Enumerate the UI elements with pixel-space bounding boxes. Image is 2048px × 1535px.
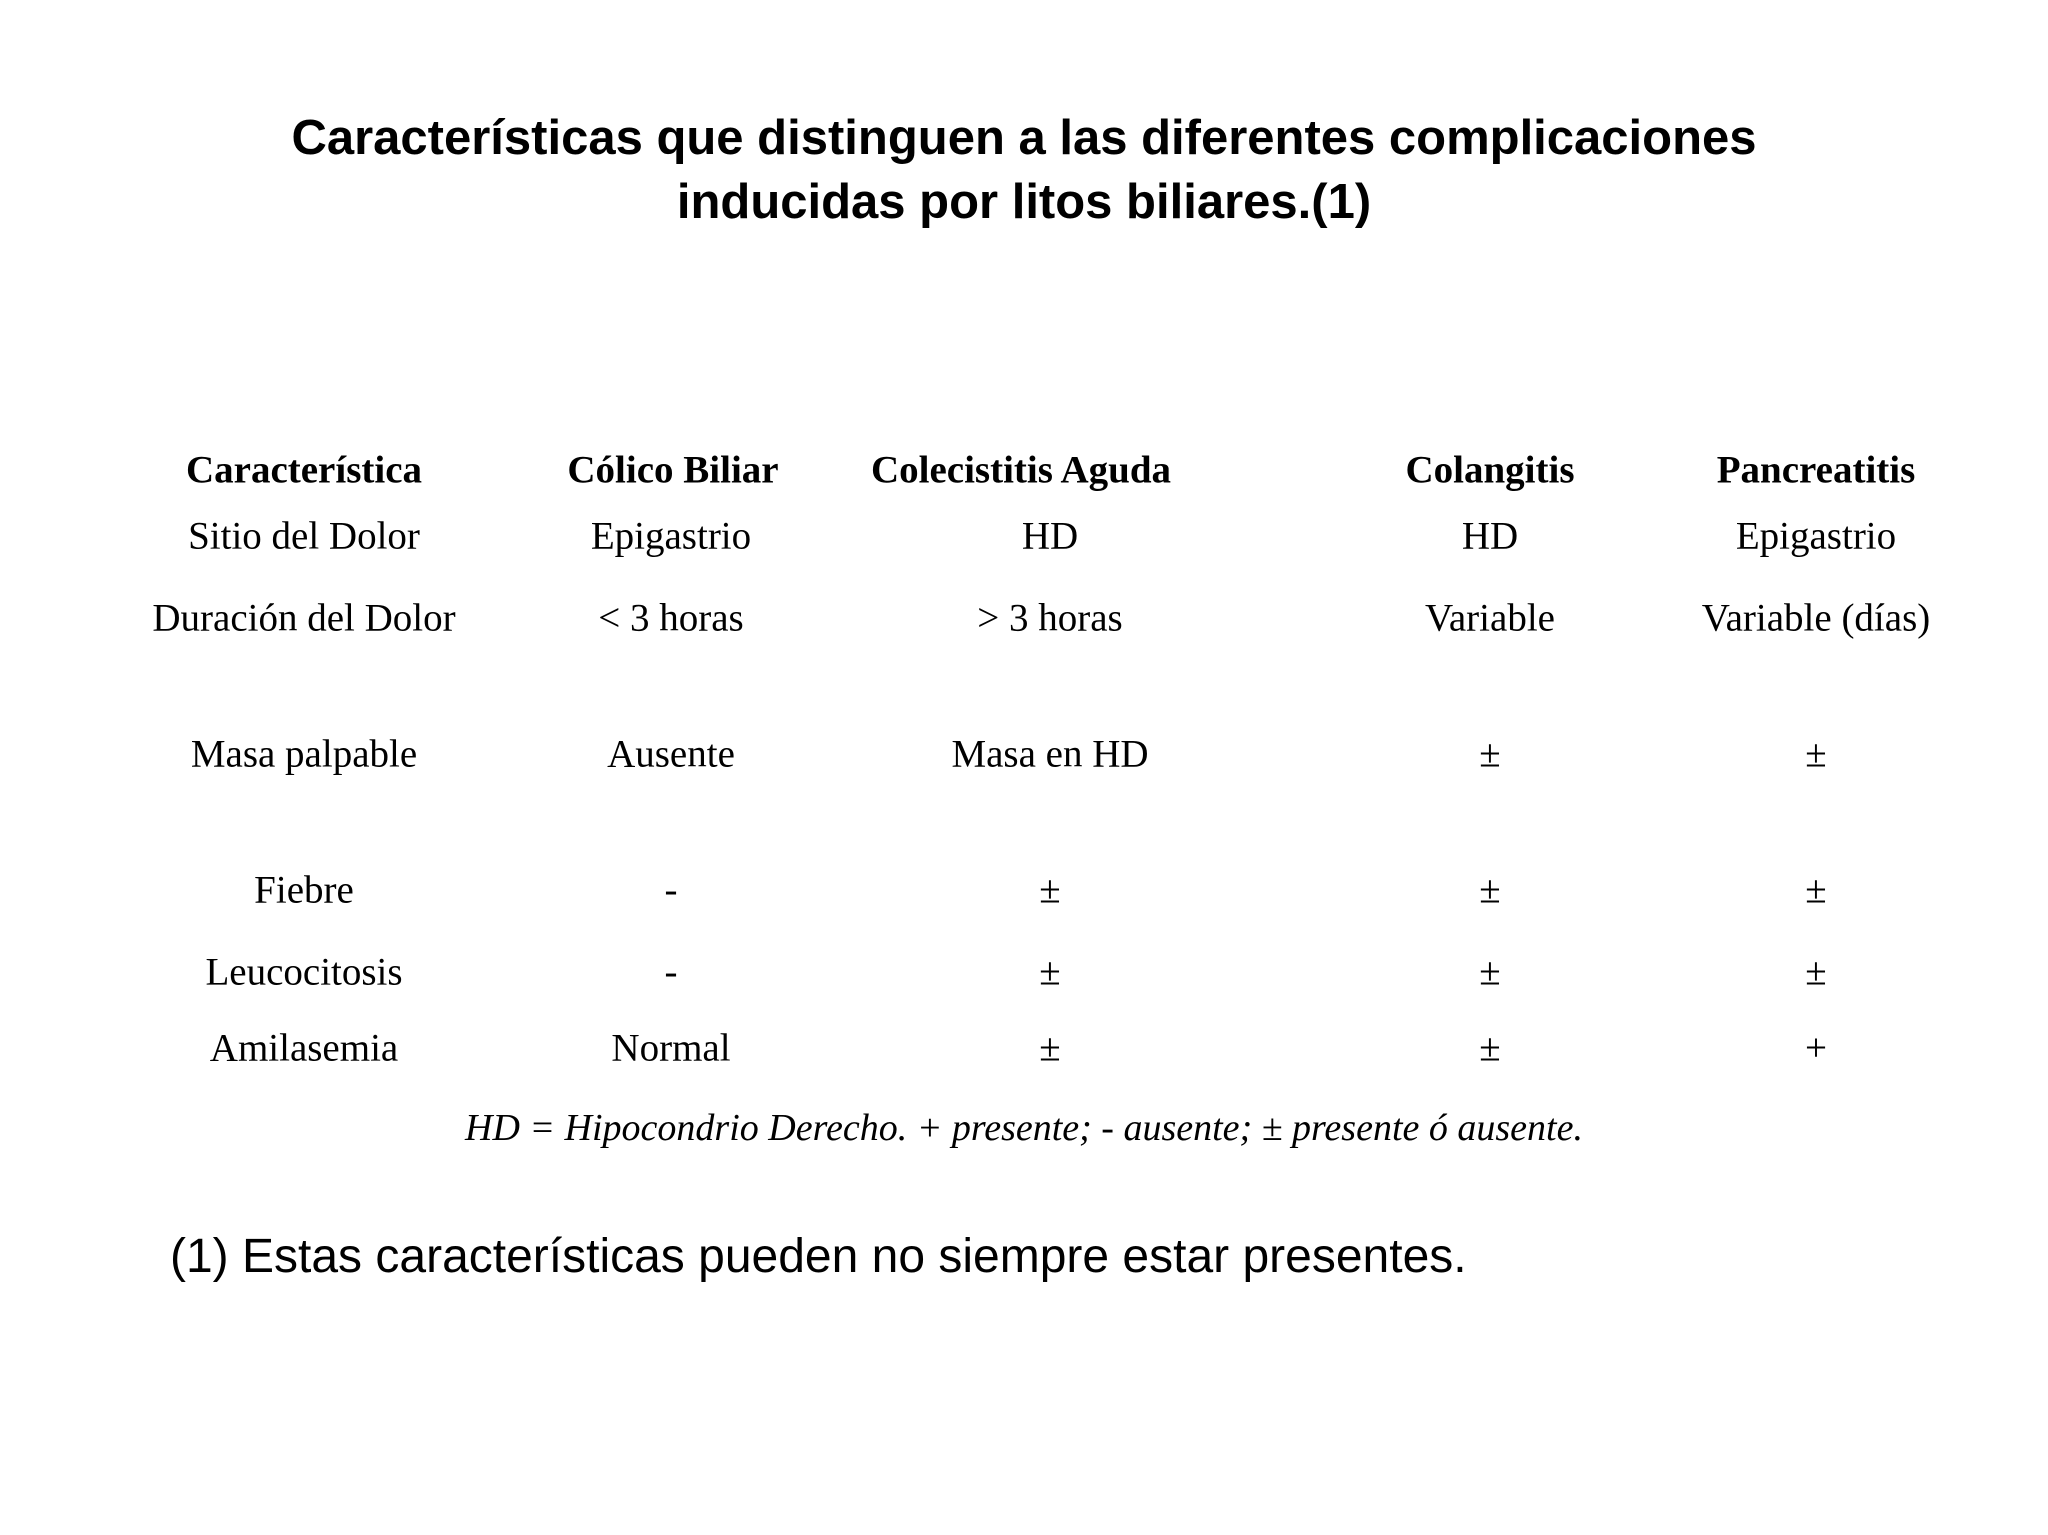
table-cell: Duración del Dolor — [152, 596, 456, 640]
table-legend: HD = Hipocondrio Derecho. + presente; - ausente; ± presente ó ausente. — [465, 1107, 1583, 1149]
table-cell: Fiebre — [254, 868, 354, 912]
table-cell: ± — [1805, 868, 1827, 912]
table-cell: ± — [1805, 950, 1827, 994]
table-cell: > 3 horas — [977, 596, 1123, 640]
table-cell: - — [664, 950, 678, 994]
table-cell: HD — [1021, 514, 1079, 558]
table-cell: ± — [1479, 1026, 1501, 1070]
table-header-colecistitis-aguda: Colecistitis Aguda — [870, 448, 1172, 492]
table-cell: Epigastrio — [1735, 514, 1897, 558]
table-cell: Masa en HD — [951, 732, 1149, 776]
page-title-line-2: inducidas por litos biliares.(1) — [676, 175, 1372, 229]
table-cell: ± — [1479, 868, 1501, 912]
table-cell: < 3 horas — [598, 596, 744, 640]
table-cell: Leucocitosis — [205, 950, 403, 994]
table-cell: Normal — [611, 1026, 731, 1070]
table-cell: HD — [1461, 514, 1519, 558]
table-cell: ± — [1039, 950, 1061, 994]
table-cell: ± — [1039, 868, 1061, 912]
table-cell: Sitio del Dolor — [188, 514, 420, 558]
table-header-colico-biliar: Cólico Biliar — [567, 448, 779, 492]
table-cell: ± — [1805, 732, 1827, 776]
table-header-pancreatitis: Pancreatitis — [1716, 448, 1916, 492]
table-header-colangitis: Colangitis — [1405, 448, 1575, 492]
footnote: (1) Estas características pueden no siempre estar presentes. — [170, 1230, 1467, 1283]
table-cell: Ausente — [607, 732, 735, 776]
table-cell: Variable — [1425, 596, 1555, 640]
table-cell: ± — [1479, 950, 1501, 994]
page-title-line-1: Características que distinguen a las diferentes complicaciones — [291, 111, 1757, 165]
table-cell: Epigastrio — [590, 514, 752, 558]
table-cell: Variable (días) — [1701, 596, 1931, 640]
table-cell: ± — [1039, 1026, 1061, 1070]
table-cell: Amilasemia — [209, 1026, 399, 1070]
table-cell: - — [664, 868, 678, 912]
table-cell: + — [1805, 1026, 1827, 1070]
table-cell: Masa palpable — [190, 732, 418, 776]
table-cell: ± — [1479, 732, 1501, 776]
table-header-caracteristica: Característica — [185, 448, 423, 492]
